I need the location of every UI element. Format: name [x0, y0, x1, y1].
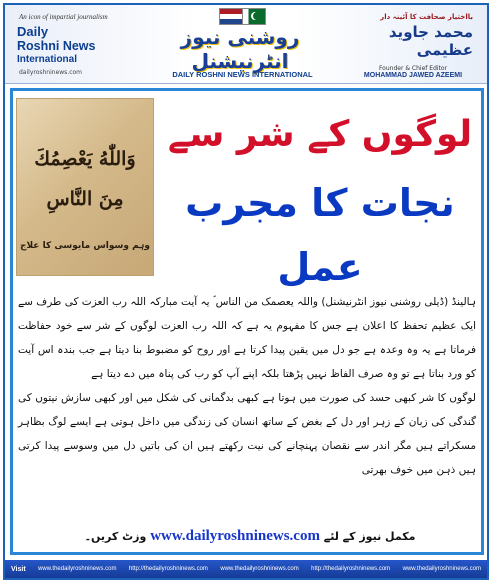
brand-line2: Roshni News [17, 39, 96, 53]
brand-name [17, 25, 96, 67]
article-paragraph: ہالینڈ (ڈیلی روشنی نیوز انٹرنیشنل) واللہ یعصمک من الناس ؐ یہ آیت مبارکہ اللہ رب العزت کی طرف سے ایک عظیم تحفظ کا اعلان ہے جس کا مفہوم یہ ہے کہ اللہ رب العزت لوگوں کے شر سے خود حفاظت فرماتا ہے یہ وہ وعدہ ہے جو دل میں یقین پیدا کرتا ہے اور روح کو مضبوط بنا دیتا ہے جب بندہ اس آیت کو ورد بناتا ہے تو وہ صرف الفاظ نہیں پڑھتا بلکہ اپنے آپ کو رب کی پناہ میں دے دیتا ہے [18, 296, 476, 380]
calligraphy-image [16, 98, 154, 276]
editor-title: بااختیار صحافت کا آئینہ دار [380, 13, 473, 21]
header-website: dailyroshninews.com [19, 69, 83, 76]
logo-subtitle: DAILY ROSHNI NEWS INTERNATIONAL [172, 70, 313, 79]
footer-link[interactable]: http://thedailyroshninews.com [311, 566, 391, 572]
article-paragraph: لوگوں کا شر کبھی حسد کی صورت میں ہوتا ہے کبھی بدگمانی کی شکل میں اور کبھی سازش نیتوں کی گندگی کی زبان کے زہر اور دل کے بغض کے ساتھ انسان کی زندگی میں داخل ہوتی ہے ایسے لوگ بظاہر مسکراتے ہیں مگر اندر سے نقصان پہنچانے کی نیت رکھتے ہیں ان کی باتیں دل میں وسوسے پیدا کرتی ہیں ذہن میں خوف بھرتی [18, 392, 476, 476]
headline-line2: نجات کا مجرب عمل [185, 181, 455, 289]
footer-visit: Visit [11, 565, 26, 573]
headline [165, 105, 475, 299]
editor-block [353, 13, 473, 79]
footer-link[interactable]: http://thedailyroshninews.com [128, 566, 208, 572]
article-body [18, 290, 476, 482]
footer-link[interactable]: www.thedailyroshninews.com [220, 566, 299, 572]
logo [155, 13, 325, 73]
footer-strip [5, 560, 487, 578]
brand-line1: Daily [17, 24, 49, 39]
cta-text-before: مکمل نیوز کے لئے [323, 530, 416, 543]
calligraphy-line1: وَاللّٰهُ يَعْصِمُكَ [34, 148, 136, 170]
header-banner [5, 5, 487, 84]
calligraphy-line2: مِنَ النَّاسِ [46, 188, 124, 210]
header-tagline: An icon of impartial journalism [19, 13, 108, 21]
editor-name-urdu: محمد جاوید عظیمی [388, 23, 473, 59]
headline-line1: لوگوں کے شر سے [167, 114, 473, 155]
brand-line3: International [17, 54, 78, 65]
cta-text-after: وزٹ کریں۔ [84, 530, 147, 543]
website-link[interactable]: www.dailyroshninews.com [150, 528, 320, 544]
calligraphy-caption: وہم وسواس مایوسی کا علاج [19, 241, 151, 251]
footer-link[interactable]: www.thedailyroshninews.com [38, 566, 117, 572]
footer-link[interactable]: www.thedailyroshninews.com [402, 566, 481, 572]
editor-name-en: MOHAMMAD JAWED AZEEMI [363, 72, 463, 79]
editor-role: Founder & Chief Editor [378, 65, 448, 72]
logo-urdu: روشنی نیوز انٹرنیشنل [180, 25, 300, 73]
call-to-action [60, 528, 440, 545]
